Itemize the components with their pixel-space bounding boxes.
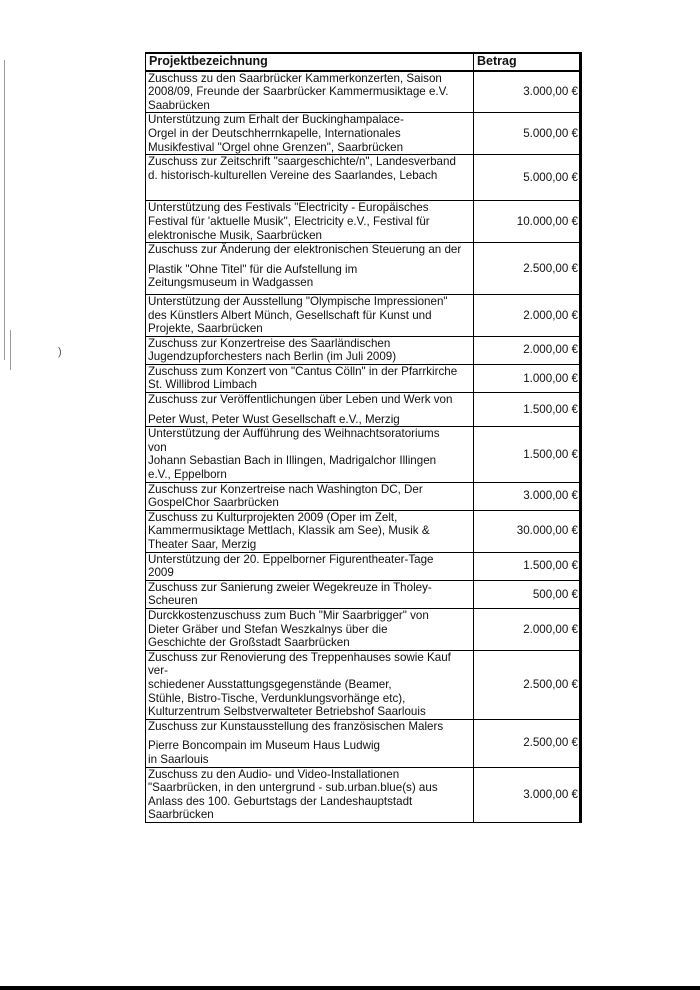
project-description-line: Johann Sebastian Bach in Illingen, Madrigalchor Illingen: [148, 454, 437, 468]
project-description-line: Geschichte der Großstadt Saarbrücken: [148, 636, 350, 650]
project-column-header: Projektbezeichnung: [146, 53, 474, 71]
table-row: [146, 767, 581, 822]
project-description-line: Zuschuss zur Veröffentlichungen über Leben und Werk von: [148, 393, 453, 407]
amount-cell: 30.000,00 €: [474, 510, 581, 552]
project-description-line: Saabrücken: [148, 98, 210, 112]
project-description-line: Musikfestival "Orgel ohne Grenzen", Saarbrücken: [148, 140, 404, 154]
amount-cell: 1.500,00 €: [474, 393, 581, 427]
project-description-cell: [146, 482, 474, 510]
project-description-line: in Saarlouis: [148, 752, 209, 766]
project-description-cell: [146, 767, 474, 822]
project-description-line: Zuschuss zur Zeitschrift "saargeschichte/n", Landesverband: [148, 155, 456, 169]
amount-cell: 1.500,00 €: [474, 552, 581, 580]
amount-cell: 1.500,00 €: [474, 427, 581, 482]
project-description-cell: [146, 393, 474, 427]
table-row: [146, 243, 581, 295]
grants-table: [145, 52, 582, 823]
project-description-line: Zuschuss zu Kulturprojekten 2009 (Oper im Zelt,: [148, 510, 398, 524]
table-row: [146, 427, 581, 482]
project-description-line: "Saarbrücken, in den untergrund - sub.urban.blue(s) aus: [148, 781, 438, 795]
amount-cell: 2.000,00 €: [474, 608, 581, 650]
project-description-line: Theater Saar, Merzig: [148, 538, 257, 551]
amount-cell: 5.000,00 €: [474, 113, 581, 155]
project-description-line: Projekte, Saarbrücken: [148, 322, 263, 336]
project-description-cell: [146, 294, 474, 336]
project-description-line: Unterstützung des Festivals "Electricity - Europäisches: [148, 201, 429, 215]
project-description-line: Kulturzentrum Selbstverwalteter Betriebshof Saarlouis: [148, 705, 426, 719]
project-description-line: Anlass des 100. Geburtstags der Landeshauptstadt: [148, 794, 413, 808]
amount-cell: 2.000,00 €: [474, 336, 581, 364]
project-description-line: Durckkostenzuschuss zum Buch "Mir Saarbrigger" von: [148, 608, 429, 622]
amount-cell: 2.500,00 €: [474, 650, 581, 719]
project-description-line: des Künstlers Albert Münch, Gesellschaft für Kunst und: [148, 308, 432, 322]
project-description-cell: [146, 608, 474, 650]
project-description-line: Zuschuss zu den Saarbrücker Kammerkonzerten, Saison: [148, 71, 442, 85]
table-row: [146, 552, 581, 580]
project-description-line: Zuschuss zur Konzertreise nach Washington DC, Der: [148, 482, 423, 496]
project-description-line: Zuschuss zur Renovierung des Treppenhauses sowie Kauf: [148, 650, 451, 664]
amount-column-header: Betrag: [474, 53, 581, 71]
project-description-cell: [146, 510, 474, 552]
project-description-line: Jugendzupforchesters nach Berlin (im Juli 2009): [148, 350, 397, 364]
project-description-cell: [146, 650, 474, 719]
table-row: [146, 608, 581, 650]
table-row: [146, 113, 581, 155]
table-row: [146, 71, 581, 113]
project-description-line: Zuschuss zur Sanierung zweier Wegekreuze in Tholey-: [148, 580, 432, 594]
amount-cell: 3.000,00 €: [474, 71, 581, 113]
amount-cell: 1.000,00 €: [474, 364, 581, 392]
amount-cell: 2.000,00 €: [474, 294, 581, 336]
project-description-line: Unterstützung zum Erhalt der Buckinghampalace-: [148, 113, 404, 127]
page-bottom-rule: [0, 986, 700, 990]
project-description-cell: [146, 427, 474, 482]
project-description-cell: [146, 580, 474, 608]
project-description-line: Unterstützung der Ausstellung "Olympische Impressionen": [148, 294, 448, 308]
project-description-cell: [146, 552, 474, 580]
amount-cell: 2.500,00 €: [474, 719, 581, 767]
table-row: [146, 650, 581, 719]
amount-cell: 3.000,00 €: [474, 482, 581, 510]
table-row: [146, 201, 581, 243]
amount-cell: 10.000,00 €: [474, 201, 581, 243]
project-description-line: von: [148, 440, 167, 454]
project-description-line: Saarbrücken: [148, 808, 214, 822]
project-description-line: schiedener Ausstattungsgegenstände (Beamer,: [148, 677, 392, 691]
project-description-line: Zuschuss zur Konzertreise des Saarländischen: [148, 336, 391, 350]
amount-cell: 500,00 €: [474, 580, 581, 608]
project-description-line: Pierre Boncompain im Museum Haus Ludwig: [148, 739, 380, 753]
project-description-line: elektronische Musik, Saarbrücken: [148, 228, 322, 242]
project-description-line: e.V., Eppelborn: [148, 468, 227, 482]
amount-cell: 3.000,00 €: [474, 767, 581, 822]
project-description-cell: [146, 243, 474, 295]
amount-cell: 2.500,00 €: [474, 243, 581, 295]
amount-cell: 5.000,00 €: [474, 155, 581, 201]
table-header-row: [146, 53, 581, 71]
project-description-line: ver-: [148, 664, 168, 678]
project-description-line: St. Willibrod Limbach: [148, 378, 257, 392]
table-row: [146, 580, 581, 608]
table-row: [146, 719, 581, 767]
project-description-line: Zuschuss zu den Audio- und Video-Installationen: [148, 767, 400, 781]
project-description-line: GospelChor Saarbrücken: [148, 496, 279, 510]
project-description-line: Festival für 'aktuelle Musik", Electricity e.V., Festival für: [148, 214, 430, 228]
project-description-cell: [146, 155, 474, 201]
project-description-line: Orgel in der Deutschherrnkapelle, Internationales: [148, 126, 401, 140]
table-row: [146, 510, 581, 552]
scan-edge-line: [4, 60, 5, 360]
scan-artifact: ): [58, 346, 62, 358]
project-description-cell: [146, 364, 474, 392]
project-description-line: d. historisch-kulturellen Vereine des Saarlandes, Lebach: [148, 168, 438, 182]
table-row: [146, 364, 581, 392]
project-description-line: Peter Wust, Peter Wust Gesellschaft e.V., Merzig: [148, 412, 400, 426]
project-description-line: Zeitungsmuseum in Wadgassen: [148, 276, 314, 290]
project-description-line: Zuschuss zur Kunstausstellung des französischen Malers: [148, 719, 444, 733]
table-row: [146, 393, 581, 427]
project-description-line: Kammermusiktage Mettlach, Klassik am See), Musik &: [148, 524, 430, 538]
project-description-line: 2009: [148, 566, 174, 580]
table-body: [146, 71, 581, 823]
project-description-line: Stühle, Bistro-Tische, Verdunklungsvorhänge etc),: [148, 691, 406, 705]
project-description-line: Unterstützung der 20. Eppelborner Figurentheater-Tage: [148, 552, 434, 566]
table-row: [146, 482, 581, 510]
project-description-line: Zuschuss zum Konzert von "Cantus Cölln" in der Pfarrkirche: [148, 364, 458, 378]
project-description-cell: [146, 113, 474, 155]
project-description-line: Zuschuss zur Änderung der elektronischen Steuerung an der: [148, 243, 462, 257]
table-row: [146, 336, 581, 364]
project-description-cell: [146, 336, 474, 364]
table-row: [146, 155, 581, 201]
project-description-line: Scheuren: [148, 594, 198, 608]
project-description-line: Plastik "Ohne Titel" für die Aufstellung im: [148, 262, 358, 276]
project-description-line: Dieter Gräber und Stefan Weszkalnys über die: [148, 622, 388, 636]
project-description-cell: [146, 71, 474, 113]
project-description-line: Unterstützung der Aufführung des Weihnachtsoratoriums: [148, 427, 440, 441]
project-description-line: 2008/09, Freunde der Saarbrücker Kammermusiktage e.V.: [148, 85, 449, 99]
project-description-cell: [146, 201, 474, 243]
project-description-cell: [146, 719, 474, 767]
scan-edge-line: [10, 330, 11, 370]
table-row: [146, 294, 581, 336]
